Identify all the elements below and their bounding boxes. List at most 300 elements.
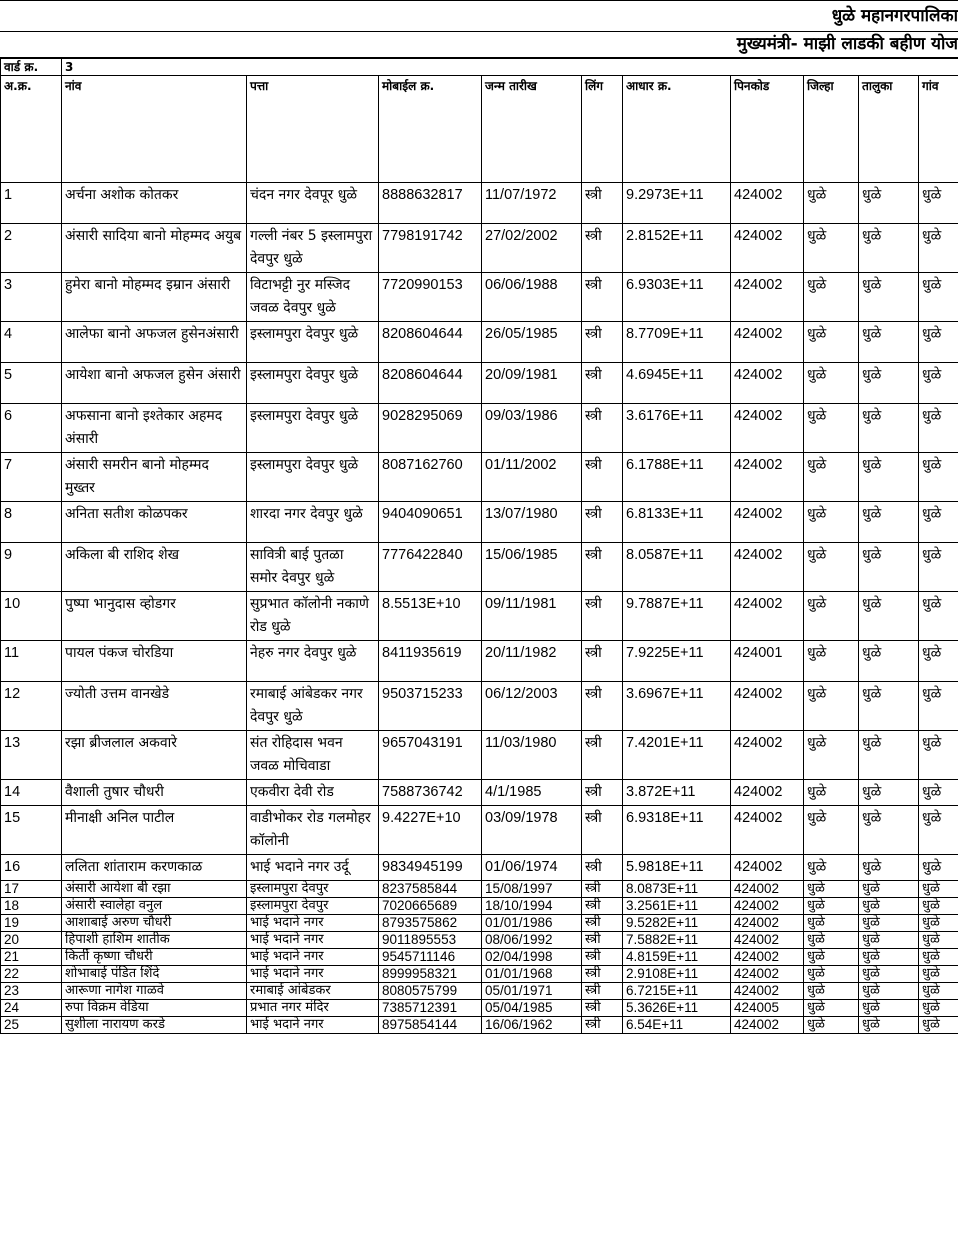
cell-name: अंसारी समरीन बानो मोहम्मद मुख्तर bbox=[62, 453, 247, 502]
table-row bbox=[1, 806, 958, 855]
table-row bbox=[1, 915, 958, 932]
cell-address: सुप्रभात कॉलोनी नकाणे रोड धुळे bbox=[247, 592, 379, 641]
cell-serial: 4 bbox=[1, 322, 62, 363]
cell-gender: स्त्री bbox=[582, 453, 623, 502]
cell-mobile: 9.4227E+10 bbox=[379, 806, 482, 855]
table-row bbox=[1, 780, 958, 806]
column-header-district: जिल्हा bbox=[804, 76, 859, 183]
table-row bbox=[1, 543, 958, 592]
cell-mobile: 7798191742 bbox=[379, 224, 482, 273]
cell-village: धुळे bbox=[919, 322, 958, 363]
cell-taluka: धुळे bbox=[859, 932, 919, 949]
cell-address: इस्लामपुरा देवपुर bbox=[247, 898, 379, 915]
cell-village: धुळे bbox=[919, 1000, 958, 1017]
cell-village: धुळे bbox=[919, 966, 958, 983]
cell-aadhaar: 4.8159E+11 bbox=[623, 949, 731, 966]
cell-district: धुळे bbox=[804, 898, 859, 915]
cell-village: धुळे bbox=[919, 1017, 958, 1034]
cell-aadhaar: 3.2561E+11 bbox=[623, 898, 731, 915]
cell-mobile: 8080575799 bbox=[379, 983, 482, 1000]
cell-dob: 15/08/1997 bbox=[482, 881, 582, 898]
table-row bbox=[1, 949, 958, 966]
cell-pincode: 424005 bbox=[731, 1000, 804, 1017]
table-header bbox=[1, 76, 958, 183]
column-header-name: नांव bbox=[62, 76, 247, 183]
cell-address: भाई भदाने नगर bbox=[247, 1017, 379, 1034]
cell-pincode: 424001 bbox=[731, 641, 804, 682]
table-row bbox=[1, 855, 958, 881]
cell-taluka: धुळे bbox=[859, 183, 919, 224]
cell-address: इस्लामपुरा देवपुर धुळे bbox=[247, 322, 379, 363]
cell-taluka: धुळे bbox=[859, 881, 919, 898]
cell-serial: 21 bbox=[1, 949, 62, 966]
table-row bbox=[1, 983, 958, 1000]
cell-mobile: 8208604644 bbox=[379, 363, 482, 404]
cell-serial: 1 bbox=[1, 183, 62, 224]
cell-mobile: 9503715233 bbox=[379, 682, 482, 731]
cell-gender: स्त्री bbox=[582, 1017, 623, 1034]
cell-district: धुळे bbox=[804, 1017, 859, 1034]
cell-address: इस्लामपुरा देवपुर bbox=[247, 881, 379, 898]
cell-aadhaar: 9.2973E+11 bbox=[623, 183, 731, 224]
cell-address: वाडीभोकर रोड गलमोहर कॉलोनी bbox=[247, 806, 379, 855]
cell-aadhaar: 5.9818E+11 bbox=[623, 855, 731, 881]
cell-serial: 24 bbox=[1, 1000, 62, 1017]
cell-name: ललिता शांताराम करणकाळ bbox=[62, 855, 247, 881]
cell-district: धुळे bbox=[804, 183, 859, 224]
cell-aadhaar: 7.9225E+11 bbox=[623, 641, 731, 682]
cell-pincode: 424002 bbox=[731, 543, 804, 592]
cell-name: अंसारी आयेशा बी रझा bbox=[62, 881, 247, 898]
cell-taluka: धुळे bbox=[859, 404, 919, 453]
cell-aadhaar: 3.6176E+11 bbox=[623, 404, 731, 453]
cell-serial: 18 bbox=[1, 898, 62, 915]
cell-taluka: धुळे bbox=[859, 806, 919, 855]
cell-name: सुशीला नारायण करडे bbox=[62, 1017, 247, 1034]
cell-serial: 10 bbox=[1, 592, 62, 641]
org-title: धुळे महानगरपालिका bbox=[0, 0, 958, 32]
cell-aadhaar: 6.54E+11 bbox=[623, 1017, 731, 1034]
cell-taluka: धुळे bbox=[859, 641, 919, 682]
cell-serial: 19 bbox=[1, 915, 62, 932]
cell-address: सावित्री बाई पुतळा समोर देवपुर धुळे bbox=[247, 543, 379, 592]
cell-mobile: 8411935619 bbox=[379, 641, 482, 682]
cell-pincode: 424002 bbox=[731, 932, 804, 949]
cell-gender: स्त्री bbox=[582, 404, 623, 453]
cell-gender: स्त्री bbox=[582, 949, 623, 966]
cell-address: इस्लामपुरा देवपुर धुळे bbox=[247, 453, 379, 502]
cell-gender: स्त्री bbox=[582, 224, 623, 273]
cell-address: भाई भदाने नगर bbox=[247, 932, 379, 949]
cell-aadhaar: 8.7709E+11 bbox=[623, 322, 731, 363]
cell-village: धुळे bbox=[919, 881, 958, 898]
table-row bbox=[1, 224, 958, 273]
cell-village: धुळे bbox=[919, 806, 958, 855]
table-row bbox=[1, 682, 958, 731]
column-header-pincode: पिनकोड bbox=[731, 76, 804, 183]
cell-pincode: 424002 bbox=[731, 780, 804, 806]
cell-pincode: 424002 bbox=[731, 855, 804, 881]
cell-name: अंसारी स्वालेहा वनुल bbox=[62, 898, 247, 915]
cell-taluka: धुळे bbox=[859, 898, 919, 915]
cell-serial: 6 bbox=[1, 404, 62, 453]
column-header-mobile: मोबाईल क्र. bbox=[379, 76, 482, 183]
cell-aadhaar: 8.0587E+11 bbox=[623, 543, 731, 592]
cell-taluka: धुळे bbox=[859, 363, 919, 404]
cell-dob: 05/04/1985 bbox=[482, 1000, 582, 1017]
cell-mobile: 7720990153 bbox=[379, 273, 482, 322]
cell-mobile: 7385712391 bbox=[379, 1000, 482, 1017]
ward-value: 3 bbox=[62, 59, 958, 76]
cell-dob: 09/03/1986 bbox=[482, 404, 582, 453]
cell-pincode: 424002 bbox=[731, 363, 804, 404]
cell-gender: स्त्री bbox=[582, 898, 623, 915]
cell-gender: स्त्री bbox=[582, 592, 623, 641]
cell-name: अंसारी सादिया बानो मोहम्मद अयुब bbox=[62, 224, 247, 273]
table-row bbox=[1, 731, 958, 780]
cell-serial: 12 bbox=[1, 682, 62, 731]
cell-serial: 3 bbox=[1, 273, 62, 322]
cell-dob: 01/01/1986 bbox=[482, 915, 582, 932]
cell-taluka: धुळे bbox=[859, 682, 919, 731]
cell-aadhaar: 6.8133E+11 bbox=[623, 502, 731, 543]
cell-village: धुळे bbox=[919, 932, 958, 949]
table-row bbox=[1, 183, 958, 224]
cell-name: किर्ती कृष्णा चौधरी bbox=[62, 949, 247, 966]
table-row bbox=[1, 1000, 958, 1017]
cell-address: इस्लामपुरा देवपुर धुळे bbox=[247, 363, 379, 404]
cell-serial: 20 bbox=[1, 932, 62, 949]
cell-gender: स्त्री bbox=[582, 780, 623, 806]
column-header-address: पत्ता bbox=[247, 76, 379, 183]
column-header-serial: अ.क्र. bbox=[1, 76, 62, 183]
cell-gender: स्त्री bbox=[582, 855, 623, 881]
cell-mobile: 8087162760 bbox=[379, 453, 482, 502]
cell-village: धुळे bbox=[919, 949, 958, 966]
table-row bbox=[1, 932, 958, 949]
cell-dob: 01/06/1974 bbox=[482, 855, 582, 881]
cell-dob: 16/06/1962 bbox=[482, 1017, 582, 1034]
cell-dob: 15/06/1985 bbox=[482, 543, 582, 592]
cell-village: धुळे bbox=[919, 502, 958, 543]
cell-district: धुळे bbox=[804, 855, 859, 881]
cell-dob: 01/11/2002 bbox=[482, 453, 582, 502]
cell-district: धुळे bbox=[804, 641, 859, 682]
cell-district: धुळे bbox=[804, 966, 859, 983]
cell-district: धुळे bbox=[804, 502, 859, 543]
cell-district: धुळे bbox=[804, 932, 859, 949]
cell-taluka: धुळे bbox=[859, 949, 919, 966]
column-header-dob: जन्म तारीख bbox=[482, 76, 582, 183]
cell-pincode: 424002 bbox=[731, 731, 804, 780]
cell-mobile: 9834945199 bbox=[379, 855, 482, 881]
cell-aadhaar: 7.5882E+11 bbox=[623, 932, 731, 949]
cell-address: गल्ली नंबर 5 इस्लामपुरा देवपुर धुळे bbox=[247, 224, 379, 273]
cell-dob: 27/02/2002 bbox=[482, 224, 582, 273]
cell-serial: 22 bbox=[1, 966, 62, 983]
cell-address: एकवीरा देवी रोड bbox=[247, 780, 379, 806]
cell-village: धुळे bbox=[919, 898, 958, 915]
cell-village: धुळे bbox=[919, 592, 958, 641]
cell-name: पुष्पा भानुदास व्होडगर bbox=[62, 592, 247, 641]
cell-village: धुळे bbox=[919, 404, 958, 453]
cell-village: धुळे bbox=[919, 363, 958, 404]
cell-taluka: धुळे bbox=[859, 273, 919, 322]
cell-name: रझा ब्रीजलाल अकवारे bbox=[62, 731, 247, 780]
cell-aadhaar: 8.0873E+11 bbox=[623, 881, 731, 898]
cell-pincode: 424002 bbox=[731, 898, 804, 915]
cell-pincode: 424002 bbox=[731, 1017, 804, 1034]
cell-taluka: धुळे bbox=[859, 322, 919, 363]
cell-aadhaar: 7.4201E+11 bbox=[623, 731, 731, 780]
cell-serial: 7 bbox=[1, 453, 62, 502]
table-row bbox=[1, 641, 958, 682]
cell-aadhaar: 3.872E+11 bbox=[623, 780, 731, 806]
cell-serial: 5 bbox=[1, 363, 62, 404]
cell-address: रमाबाई आंबेडकर नगर देवपुर धुळे bbox=[247, 682, 379, 731]
cell-pincode: 424002 bbox=[731, 949, 804, 966]
cell-taluka: धुळे bbox=[859, 224, 919, 273]
cell-pincode: 424002 bbox=[731, 224, 804, 273]
cell-village: धुळे bbox=[919, 682, 958, 731]
cell-taluka: धुळे bbox=[859, 966, 919, 983]
cell-dob: 06/06/1988 bbox=[482, 273, 582, 322]
cell-serial: 16 bbox=[1, 855, 62, 881]
cell-district: धुळे bbox=[804, 404, 859, 453]
column-header-aadhaar: आधार क्र. bbox=[623, 76, 731, 183]
cell-district: धुळे bbox=[804, 273, 859, 322]
cell-gender: स्त्री bbox=[582, 932, 623, 949]
cell-name: रुपा विक्रम वेडिया bbox=[62, 1000, 247, 1017]
cell-mobile: 9011895553 bbox=[379, 932, 482, 949]
cell-mobile: 7020665689 bbox=[379, 898, 482, 915]
cell-taluka: धुळे bbox=[859, 915, 919, 932]
cell-name: मीनाक्षी अनिल पाटील bbox=[62, 806, 247, 855]
cell-gender: स्त्री bbox=[582, 322, 623, 363]
cell-gender: स्त्री bbox=[582, 363, 623, 404]
cell-name: आलेफा बानो अफजल हुसेनअंसारी bbox=[62, 322, 247, 363]
cell-district: धुळे bbox=[804, 543, 859, 592]
cell-serial: 8 bbox=[1, 502, 62, 543]
cell-dob: 03/09/1978 bbox=[482, 806, 582, 855]
cell-dob: 01/01/1968 bbox=[482, 966, 582, 983]
cell-mobile: 8793575862 bbox=[379, 915, 482, 932]
cell-district: धुळे bbox=[804, 731, 859, 780]
cell-aadhaar: 6.7215E+11 bbox=[623, 983, 731, 1000]
cell-mobile: 8999958321 bbox=[379, 966, 482, 983]
cell-dob: 11/03/1980 bbox=[482, 731, 582, 780]
cell-name: आरूणा नागेश गाळवे bbox=[62, 983, 247, 1000]
cell-gender: स्त्री bbox=[582, 731, 623, 780]
cell-name: आयेशा बानो अफजल हुसेन अंसारी bbox=[62, 363, 247, 404]
cell-mobile: 8237585844 bbox=[379, 881, 482, 898]
cell-name: वैशाली तुषार चौधरी bbox=[62, 780, 247, 806]
cell-aadhaar: 2.9108E+11 bbox=[623, 966, 731, 983]
table-row bbox=[1, 881, 958, 898]
cell-serial: 11 bbox=[1, 641, 62, 682]
cell-serial: 13 bbox=[1, 731, 62, 780]
table-row bbox=[1, 363, 958, 404]
cell-address: इस्लामपुरा देवपुर धुळे bbox=[247, 404, 379, 453]
cell-taluka: धुळे bbox=[859, 1017, 919, 1034]
cell-pincode: 424002 bbox=[731, 592, 804, 641]
cell-mobile: 9545711146 bbox=[379, 949, 482, 966]
cell-pincode: 424002 bbox=[731, 983, 804, 1000]
cell-pincode: 424002 bbox=[731, 966, 804, 983]
cell-aadhaar: 9.7887E+11 bbox=[623, 592, 731, 641]
cell-aadhaar: 6.9303E+11 bbox=[623, 273, 731, 322]
cell-serial: 15 bbox=[1, 806, 62, 855]
cell-gender: स्त्री bbox=[582, 682, 623, 731]
cell-gender: स्त्री bbox=[582, 806, 623, 855]
cell-address: विटाभट्टी नुर मस्जिद जवळ देवपुर धुळे bbox=[247, 273, 379, 322]
cell-name: हुमेरा बानो मोहम्मद इम्रान अंसारी bbox=[62, 273, 247, 322]
cell-village: धुळे bbox=[919, 780, 958, 806]
cell-name: अकिला बी राशिद शेख bbox=[62, 543, 247, 592]
cell-pincode: 424002 bbox=[731, 404, 804, 453]
cell-pincode: 424002 bbox=[731, 682, 804, 731]
cell-taluka: धुळे bbox=[859, 983, 919, 1000]
cell-address: भाई भदाने नगर उर्दू bbox=[247, 855, 379, 881]
cell-dob: 4/1/1985 bbox=[482, 780, 582, 806]
cell-aadhaar: 4.6945E+11 bbox=[623, 363, 731, 404]
cell-aadhaar: 5.3626E+11 bbox=[623, 1000, 731, 1017]
cell-dob: 18/10/1994 bbox=[482, 898, 582, 915]
cell-taluka: धुळे bbox=[859, 453, 919, 502]
cell-mobile: 9657043191 bbox=[379, 731, 482, 780]
table-row bbox=[1, 453, 958, 502]
cell-gender: स्त्री bbox=[582, 1000, 623, 1017]
table-row bbox=[1, 966, 958, 983]
cell-mobile: 7776422840 bbox=[379, 543, 482, 592]
cell-gender: स्त्री bbox=[582, 983, 623, 1000]
cell-district: धुळे bbox=[804, 983, 859, 1000]
cell-taluka: धुळे bbox=[859, 502, 919, 543]
cell-aadhaar: 2.8152E+11 bbox=[623, 224, 731, 273]
cell-aadhaar: 6.1788E+11 bbox=[623, 453, 731, 502]
cell-taluka: धुळे bbox=[859, 592, 919, 641]
cell-serial: 25 bbox=[1, 1017, 62, 1034]
cell-taluka: धुळे bbox=[859, 731, 919, 780]
cell-pincode: 424002 bbox=[731, 183, 804, 224]
cell-dob: 20/09/1981 bbox=[482, 363, 582, 404]
cell-village: धुळे bbox=[919, 641, 958, 682]
cell-name: पायल पंकज चोरडिया bbox=[62, 641, 247, 682]
cell-village: धुळे bbox=[919, 983, 958, 1000]
cell-dob: 08/06/1992 bbox=[482, 932, 582, 949]
cell-district: धुळे bbox=[804, 322, 859, 363]
cell-dob: 20/11/1982 bbox=[482, 641, 582, 682]
table-row bbox=[1, 502, 958, 543]
table-row bbox=[1, 592, 958, 641]
table-row bbox=[1, 404, 958, 453]
cell-gender: स्त्री bbox=[582, 183, 623, 224]
cell-address: भाई भदाने नगर bbox=[247, 949, 379, 966]
cell-village: धुळे bbox=[919, 273, 958, 322]
cell-taluka: धुळे bbox=[859, 780, 919, 806]
cell-name: अनिता सतीश कोळपकर bbox=[62, 502, 247, 543]
cell-mobile: 8888632817 bbox=[379, 183, 482, 224]
column-header-taluka: तालुका bbox=[859, 76, 919, 183]
cell-dob: 05/01/1971 bbox=[482, 983, 582, 1000]
cell-village: धुळे bbox=[919, 731, 958, 780]
ward-label: वार्ड क्र. bbox=[1, 59, 62, 76]
cell-pincode: 424002 bbox=[731, 806, 804, 855]
column-header-village: गांव bbox=[919, 76, 958, 183]
cell-address: रमाबाई आंबेडकर bbox=[247, 983, 379, 1000]
cell-taluka: धुळे bbox=[859, 855, 919, 881]
cell-address: चंदन नगर देवपूर धुळे bbox=[247, 183, 379, 224]
cell-dob: 09/11/1981 bbox=[482, 592, 582, 641]
cell-dob: 06/12/2003 bbox=[482, 682, 582, 731]
cell-serial: 17 bbox=[1, 881, 62, 898]
cell-name: हिपाशी हाशिम शातीक bbox=[62, 932, 247, 949]
cell-pincode: 424002 bbox=[731, 915, 804, 932]
cell-district: धुळे bbox=[804, 780, 859, 806]
cell-gender: स्त्री bbox=[582, 273, 623, 322]
cell-name: अर्चना अशोक कोतकर bbox=[62, 183, 247, 224]
cell-district: धुळे bbox=[804, 915, 859, 932]
cell-address: नेहरु नगर देवपुर धुळे bbox=[247, 641, 379, 682]
cell-mobile: 8208604644 bbox=[379, 322, 482, 363]
cell-district: धुळे bbox=[804, 224, 859, 273]
cell-gender: स्त्री bbox=[582, 966, 623, 983]
cell-name: शोभाबाई पंडित शिंदे bbox=[62, 966, 247, 983]
column-header-gender: लिंग bbox=[582, 76, 623, 183]
cell-address: संत रोहिदास भवन जवळ मोचिवाडा bbox=[247, 731, 379, 780]
cell-address: भाई भदाने नगर bbox=[247, 966, 379, 983]
cell-pincode: 424002 bbox=[731, 273, 804, 322]
table-row bbox=[1, 1017, 958, 1034]
scheme-title: मुख्यमंत्री- माझी लाडकी बहीण योज bbox=[0, 31, 958, 58]
cell-serial: 9 bbox=[1, 543, 62, 592]
cell-serial: 14 bbox=[1, 780, 62, 806]
cell-dob: 26/05/1985 bbox=[482, 322, 582, 363]
cell-pincode: 424002 bbox=[731, 453, 804, 502]
cell-gender: स्त्री bbox=[582, 915, 623, 932]
cell-gender: स्त्री bbox=[582, 502, 623, 543]
cell-district: धुळे bbox=[804, 592, 859, 641]
cell-aadhaar: 9.5282E+11 bbox=[623, 915, 731, 932]
cell-name: अफसाना बानो इश्तेकार अहमद अंसारी bbox=[62, 404, 247, 453]
cell-pincode: 424002 bbox=[731, 322, 804, 363]
cell-district: धुळे bbox=[804, 453, 859, 502]
cell-aadhaar: 3.6967E+11 bbox=[623, 682, 731, 731]
cell-address: प्रभात नगर मंदिर bbox=[247, 1000, 379, 1017]
table-row bbox=[1, 273, 958, 322]
cell-address: भाई भदाने नगर bbox=[247, 915, 379, 932]
cell-village: धुळे bbox=[919, 453, 958, 502]
cell-aadhaar: 6.9318E+11 bbox=[623, 806, 731, 855]
cell-district: धुळे bbox=[804, 1000, 859, 1017]
table-row bbox=[1, 322, 958, 363]
cell-mobile: 8975854144 bbox=[379, 1017, 482, 1034]
cell-village: धुळे bbox=[919, 855, 958, 881]
cell-district: धुळे bbox=[804, 682, 859, 731]
cell-pincode: 424002 bbox=[731, 502, 804, 543]
cell-district: धुळे bbox=[804, 949, 859, 966]
cell-gender: स्त्री bbox=[582, 641, 623, 682]
cell-village: धुळे bbox=[919, 224, 958, 273]
cell-district: धुळे bbox=[804, 363, 859, 404]
ward-row bbox=[1, 59, 958, 76]
cell-gender: स्त्री bbox=[582, 881, 623, 898]
cell-mobile: 9404090651 bbox=[379, 502, 482, 543]
cell-village: धुळे bbox=[919, 183, 958, 224]
cell-taluka: धुळे bbox=[859, 543, 919, 592]
cell-taluka: धुळे bbox=[859, 1000, 919, 1017]
cell-address: शारदा नगर देवपुर धुळे bbox=[247, 502, 379, 543]
